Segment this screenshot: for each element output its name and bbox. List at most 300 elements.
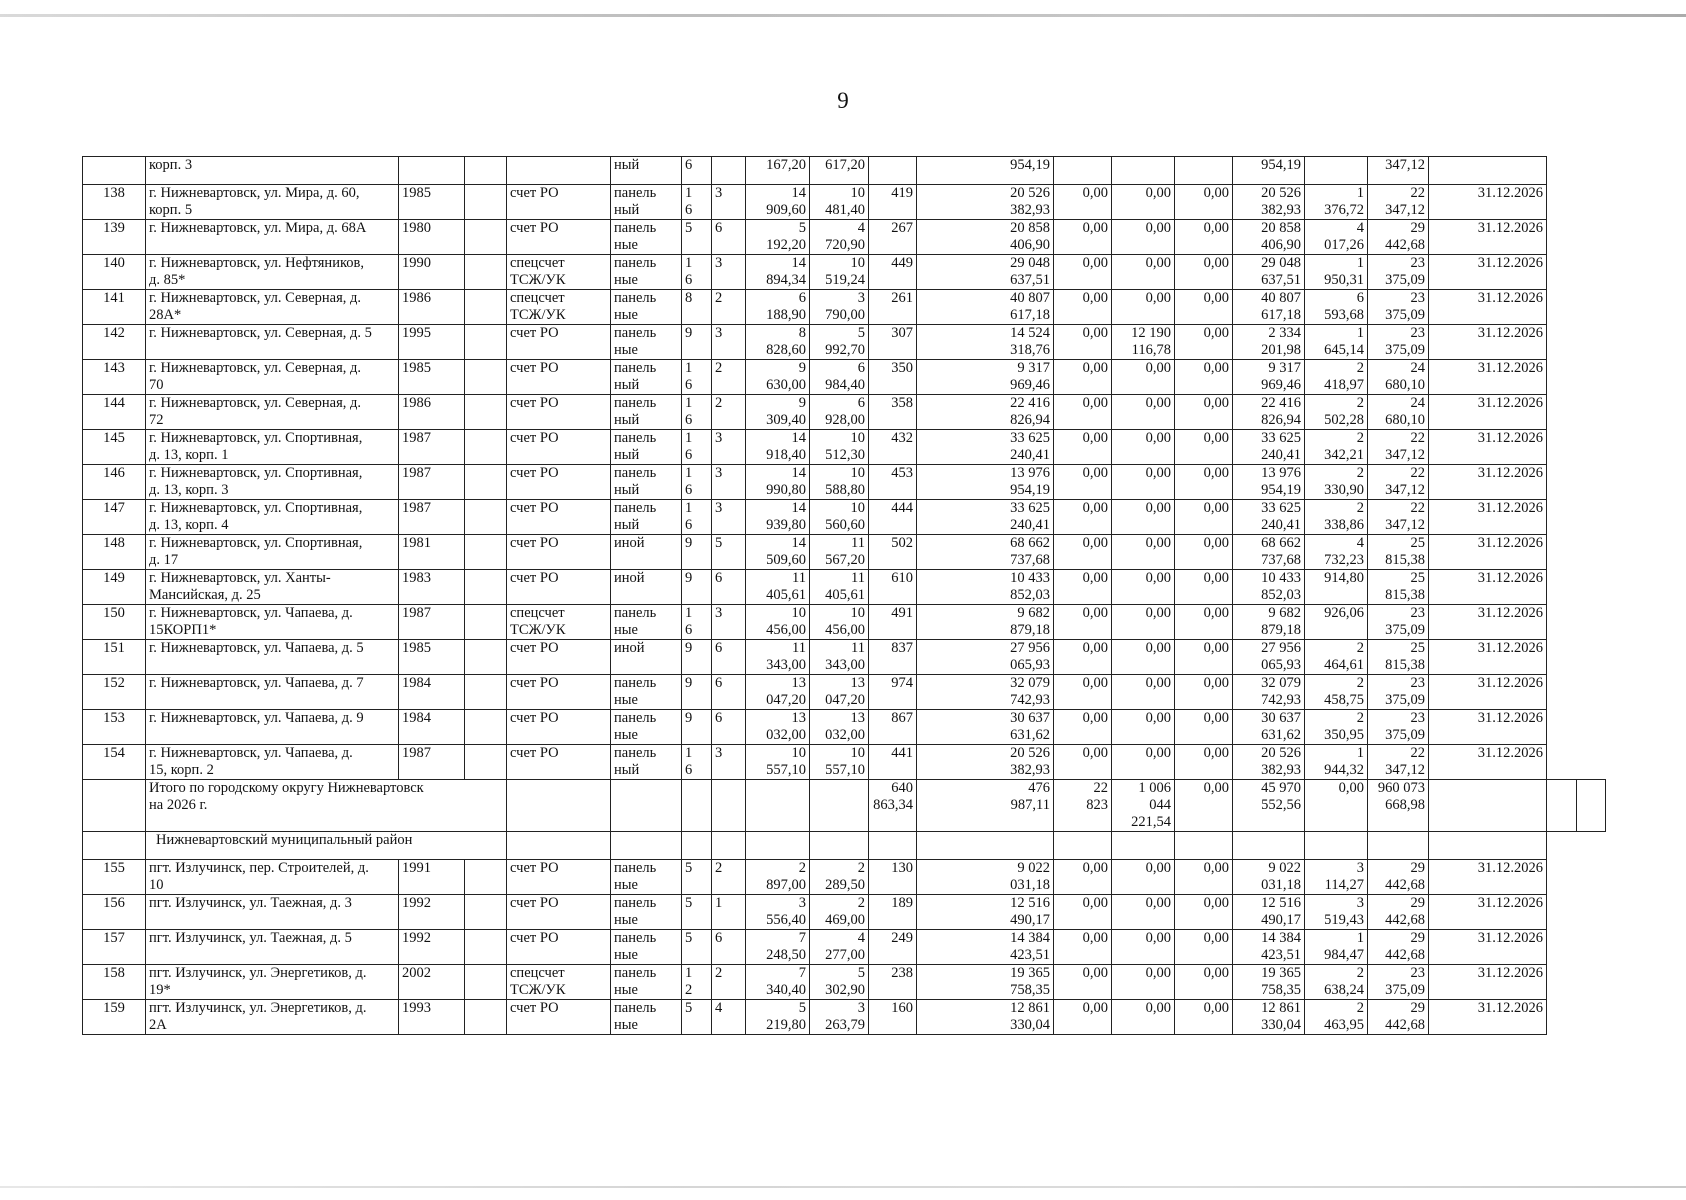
cell-wall-material: панель ные (611, 255, 682, 290)
cell-fund-owners: 32 079 742,93 (1233, 675, 1305, 710)
cell-fund-owners: 10 433 852,03 (1233, 570, 1305, 605)
cell-residents: 267 (869, 220, 917, 255)
cell-completion-date: 31.12.2026 (1429, 745, 1547, 780)
cell-floors: 9 (682, 535, 712, 570)
cell-entrances: 2 (712, 395, 746, 430)
cell-completion-date: 31.12.2026 (1429, 220, 1547, 255)
cell-living-area: 13 032,00 (810, 710, 869, 745)
cell-fund-municipal (1175, 157, 1233, 185)
cell-cost-limit: 22 347,12 (1368, 465, 1429, 500)
cell-address: г. Нижневартовск, ул. Чапаева, д. 7 (146, 675, 399, 710)
cell-cost-limit: 22 347,12 (1368, 745, 1429, 780)
cell-residents: 130 (869, 860, 917, 895)
cell-total-area: 3 556,40 (746, 895, 810, 930)
cell-floors: 9 (682, 325, 712, 360)
cell-fund-regional: 0,00 (1112, 570, 1175, 605)
cell-fund-regional: 0,00 (1112, 430, 1175, 465)
cell-fund-federal: 0,00 (1054, 220, 1112, 255)
cell-residents: 610 (869, 570, 917, 605)
cell-floors: 1 6 (682, 430, 712, 465)
cell-blank-col (465, 255, 507, 290)
cell-fund-owners: 45 970 552,56 (1233, 780, 1305, 832)
cell-row-number: 154 (83, 745, 146, 780)
cell-residents: 189 (869, 895, 917, 930)
cell-entrances: 3 (712, 185, 746, 220)
cell-floors (682, 832, 712, 860)
cell-fund-regional: 1 006 044 221,54 (1112, 780, 1175, 832)
cell-total-area: 5 219,80 (746, 1000, 810, 1035)
cell-cost-limit (1368, 832, 1429, 860)
cell-fund-federal: 0,00 (1054, 1000, 1112, 1035)
cell-blank-col (465, 220, 507, 255)
cell-address: г. Нижневартовск, ул. Чапаева, д. 5 (146, 640, 399, 675)
cell-undefined (1547, 780, 1577, 832)
cell-year-built: 1983 (399, 570, 465, 605)
table-row (83, 930, 1606, 965)
cell-year-built (399, 157, 465, 185)
cell-cost-per-sqm: 3 114,27 (1305, 860, 1368, 895)
section-title: Нижневартовский муниципальный район (146, 832, 507, 860)
cell-cost-limit: 29 442,68 (1368, 220, 1429, 255)
cell-fund-regional: 0,00 (1112, 185, 1175, 220)
cell-blank-col (465, 745, 507, 780)
cell-total-area: 6 188,90 (746, 290, 810, 325)
cell-residents: 974 (869, 675, 917, 710)
cell-fund-federal (1054, 157, 1112, 185)
cell-address: г. Нижневартовск, ул. Северная, д. 70 (146, 360, 399, 395)
cell-blank-col (465, 640, 507, 675)
cell-wall-material: ный (611, 157, 682, 185)
cell-entrances: 5 (712, 535, 746, 570)
cell-living-area: 3 790,00 (810, 290, 869, 325)
cell-row-number: 152 (83, 675, 146, 710)
cell-year-built: 1985 (399, 185, 465, 220)
table-row (83, 1000, 1606, 1035)
cell-year-built: 1981 (399, 535, 465, 570)
cell-account-type: счет РО (507, 325, 611, 360)
cell-fund-regional: 12 190 116,78 (1112, 325, 1175, 360)
cell-total-area: 14 909,60 (746, 185, 810, 220)
cell-fund-federal: 0,00 (1054, 255, 1112, 290)
cell-fund-municipal: 0,00 (1175, 325, 1233, 360)
cell-address: г. Нижневартовск, ул. Северная, д. 5 (146, 325, 399, 360)
cell-completion-date: 31.12.2026 (1429, 1000, 1547, 1035)
cell-fund-municipal: 0,00 (1175, 860, 1233, 895)
cell-blank-col (465, 570, 507, 605)
cell-account-type: счет РО (507, 430, 611, 465)
cell-wall-material: панель ные (611, 1000, 682, 1035)
table-row (83, 535, 1606, 570)
cell-wall-material: панель ные (611, 895, 682, 930)
cell-address: г. Нижневартовск, ул. Нефтяников, д. 85* (146, 255, 399, 290)
cell-fund-owners: 27 956 065,93 (1233, 640, 1305, 675)
cell-account-type: счет РО (507, 1000, 611, 1035)
cell-account-type: счет РО (507, 500, 611, 535)
cell-row-number: 158 (83, 965, 146, 1000)
cell-row-number: 147 (83, 500, 146, 535)
cell-wall-material: панель ные (611, 930, 682, 965)
cell-address: г. Нижневартовск, ул. Спортивная, д. 13, корп. 4 (146, 500, 399, 535)
cell-living-area: 11 405,61 (810, 570, 869, 605)
cell-year-built: 1984 (399, 675, 465, 710)
cell-fund-municipal: 0,00 (1175, 745, 1233, 780)
cell-fund-owners: 29 048 637,51 (1233, 255, 1305, 290)
cell-residents: 837 (869, 640, 917, 675)
cell-undefined (1576, 780, 1606, 832)
cell-living-area: 11 343,00 (810, 640, 869, 675)
table-row (83, 430, 1606, 465)
table-row (83, 640, 1606, 675)
cell-total-cost: 9 317 969,46 (917, 360, 1054, 395)
cell-completion-date: 31.12.2026 (1429, 570, 1547, 605)
cell-row-number: 150 (83, 605, 146, 640)
cell-year-built: 2002 (399, 965, 465, 1000)
cell-cost-per-sqm: 6 593,68 (1305, 290, 1368, 325)
cell-cost-per-sqm: 926,06 (1305, 605, 1368, 640)
cell-year-built: 1985 (399, 640, 465, 675)
cell-floors: 1 6 (682, 255, 712, 290)
cell-row-number: 153 (83, 710, 146, 745)
cell-address: пгт. Излучинск, ул. Энергетиков, д. 2А (146, 1000, 399, 1035)
cell-fund-municipal: 0,00 (1175, 185, 1233, 220)
cell-row-number: 145 (83, 430, 146, 465)
cell-fund-municipal (1175, 832, 1233, 860)
cell-entrances: 3 (712, 465, 746, 500)
cell-cost-per-sqm: 2 330,90 (1305, 465, 1368, 500)
cell-residents: 419 (869, 185, 917, 220)
cell-fund-federal: 0,00 (1054, 465, 1112, 500)
cell-cost-limit: 23 375,09 (1368, 965, 1429, 1000)
cell-entrances: 3 (712, 255, 746, 290)
cell-living-area: 10 588,80 (810, 465, 869, 500)
cell-living-area: 6 984,40 (810, 360, 869, 395)
cell-residents (869, 832, 917, 860)
section-header-row (83, 832, 1606, 860)
scan-artifact-top (0, 14, 1686, 17)
cell-fund-regional: 0,00 (1112, 640, 1175, 675)
cell-account-type: счет РО (507, 640, 611, 675)
cell-fund-owners: 20 526 382,93 (1233, 185, 1305, 220)
cell-fund-municipal: 0,00 (1175, 430, 1233, 465)
cell-fund-municipal: 0,00 (1175, 780, 1233, 832)
cell-living-area: 2 469,00 (810, 895, 869, 930)
cell-account-type: счет РО (507, 395, 611, 430)
table-row (83, 290, 1606, 325)
cell-fund-municipal: 0,00 (1175, 535, 1233, 570)
cell-year-built: 1991 (399, 860, 465, 895)
cell-entrances: 3 (712, 325, 746, 360)
cell-completion-date: 31.12.2026 (1429, 965, 1547, 1000)
cell-fund-federal: 0,00 (1054, 360, 1112, 395)
cell-residents: 640 863,34 (869, 780, 917, 832)
cell-fund-owners: 13 976 954,19 (1233, 465, 1305, 500)
cell-total-area: 8 828,60 (746, 325, 810, 360)
cell-total-cost: 14 524 318,76 (917, 325, 1054, 360)
cell-fund-owners: 2 334 201,98 (1233, 325, 1305, 360)
cell-fund-municipal: 0,00 (1175, 710, 1233, 745)
cell-residents: 261 (869, 290, 917, 325)
cell-fund-regional: 0,00 (1112, 220, 1175, 255)
table-row (83, 465, 1606, 500)
cell-wall-material: панель ный (611, 430, 682, 465)
cell-blank-col (465, 930, 507, 965)
cell-wall-material: панель ные (611, 605, 682, 640)
cell-wall-material: панель ные (611, 290, 682, 325)
cell-total-cost: 20 526 382,93 (917, 745, 1054, 780)
cell-account-type: счет РО (507, 465, 611, 500)
table-row (83, 710, 1606, 745)
cell-fund-federal: 0,00 (1054, 395, 1112, 430)
cell-total-cost: 476 987,11 (917, 780, 1054, 832)
cell-fund-federal: 0,00 (1054, 710, 1112, 745)
table-row (83, 255, 1606, 290)
cell-year-built: 1987 (399, 465, 465, 500)
cell-fund-federal: 0,00 (1054, 860, 1112, 895)
cell-year-built: 1984 (399, 710, 465, 745)
cell-total-cost: 9 682 879,18 (917, 605, 1054, 640)
cell-account-type: спецсчет ТСЖ/УК (507, 605, 611, 640)
cell-total-cost: 12 516 490,17 (917, 895, 1054, 930)
cell-cost-per-sqm: 914,80 (1305, 570, 1368, 605)
cell-year-built: 1986 (399, 395, 465, 430)
cell-living-area (810, 780, 869, 832)
cell-year-built: 1987 (399, 500, 465, 535)
cell-residents: 350 (869, 360, 917, 395)
cell-row-number: 155 (83, 860, 146, 895)
cell-account-type (507, 157, 611, 185)
cell-total-area: 14 939,80 (746, 500, 810, 535)
table-row (83, 675, 1606, 710)
cell-residents: 444 (869, 500, 917, 535)
cell-residents: 441 (869, 745, 917, 780)
cell-fund-municipal: 0,00 (1175, 1000, 1233, 1035)
cell-total-area: 14 894,34 (746, 255, 810, 290)
cell-fund-federal: 0,00 (1054, 930, 1112, 965)
cell-fund-regional: 0,00 (1112, 360, 1175, 395)
cell-residents: 249 (869, 930, 917, 965)
cell-wall-material: панель ный (611, 465, 682, 500)
cell-living-area (810, 832, 869, 860)
cell-blank-col (465, 675, 507, 710)
cell-total-area: 167,20 (746, 157, 810, 185)
cell-fund-owners: 20 858 406,90 (1233, 220, 1305, 255)
cell-address: г. Нижневартовск, ул. Ханты- Мансийская, д. 25 (146, 570, 399, 605)
cell-address: пгт. Излучинск, ул. Таежная, д. 3 (146, 895, 399, 930)
cell-residents: 432 (869, 430, 917, 465)
cell-entrances: 2 (712, 860, 746, 895)
cell-row-number: 144 (83, 395, 146, 430)
cell-year-built: 1987 (399, 745, 465, 780)
cell-completion-date (1429, 157, 1547, 185)
cell-account-type: счет РО (507, 535, 611, 570)
cell-entrances: 4 (712, 1000, 746, 1035)
cell-address: г. Нижневартовск, ул. Северная, д. 72 (146, 395, 399, 430)
cell-cost-limit: 24 680,10 (1368, 395, 1429, 430)
cell-fund-federal: 0,00 (1054, 570, 1112, 605)
cell-fund-federal: 0,00 (1054, 500, 1112, 535)
cell-floors: 1 6 (682, 360, 712, 395)
cell-completion-date: 31.12.2026 (1429, 895, 1547, 930)
cell-year-built: 1995 (399, 325, 465, 360)
cell-wall-material: панель ный (611, 185, 682, 220)
cell-cost-limit: 23 375,09 (1368, 325, 1429, 360)
cell-living-area: 10 512,30 (810, 430, 869, 465)
cell-fund-federal: 0,00 (1054, 185, 1112, 220)
cell-cost-limit: 29 442,68 (1368, 860, 1429, 895)
cell-account-type: счет РО (507, 710, 611, 745)
cell-fund-federal: 0,00 (1054, 605, 1112, 640)
cell-living-area: 2 289,50 (810, 860, 869, 895)
cell-account-type (507, 832, 611, 860)
cell-completion-date: 31.12.2026 (1429, 860, 1547, 895)
cell-fund-regional (1112, 157, 1175, 185)
cell-total-cost: 14 384 423,51 (917, 930, 1054, 965)
cell-living-area: 10 519,24 (810, 255, 869, 290)
cell-fund-regional: 0,00 (1112, 675, 1175, 710)
cell-wall-material: панель ные (611, 220, 682, 255)
cell-completion-date (1429, 832, 1547, 860)
cell-total-cost: 9 022 031,18 (917, 860, 1054, 895)
cell-year-built: 1987 (399, 605, 465, 640)
cell-row-number: 156 (83, 895, 146, 930)
cell-cost-per-sqm: 1 944,32 (1305, 745, 1368, 780)
cell-blank-col (465, 290, 507, 325)
cell-fund-regional: 0,00 (1112, 1000, 1175, 1035)
cell-total-cost: 954,19 (917, 157, 1054, 185)
cell-fund-municipal: 0,00 (1175, 465, 1233, 500)
cell-cost-per-sqm: 4 017,26 (1305, 220, 1368, 255)
cell-year-built: 1980 (399, 220, 465, 255)
cell-row-number: 151 (83, 640, 146, 675)
table-row (83, 360, 1606, 395)
cell-total-cost: 20 526 382,93 (917, 185, 1054, 220)
cell-blank-col (465, 395, 507, 430)
cell-total-cost: 68 662 737,68 (917, 535, 1054, 570)
cell-entrances: 6 (712, 570, 746, 605)
cell-year-built: 1987 (399, 430, 465, 465)
cell-wall-material (611, 780, 682, 832)
cell-residents (869, 157, 917, 185)
cell-living-area: 5 992,70 (810, 325, 869, 360)
cell-fund-owners: 12 516 490,17 (1233, 895, 1305, 930)
cell-fund-owners: 9 682 879,18 (1233, 605, 1305, 640)
cell-fund-regional: 0,00 (1112, 965, 1175, 1000)
cell-fund-regional: 0,00 (1112, 395, 1175, 430)
cell-cost-per-sqm: 2 418,97 (1305, 360, 1368, 395)
cell-fund-owners: 30 637 631,62 (1233, 710, 1305, 745)
cell-completion-date: 31.12.2026 (1429, 930, 1547, 965)
cell-fund-municipal: 0,00 (1175, 290, 1233, 325)
cell-total-area: 10 456,00 (746, 605, 810, 640)
table-row (83, 965, 1606, 1000)
cell-blank-col (465, 185, 507, 220)
cell-cost-limit: 29 442,68 (1368, 1000, 1429, 1035)
cell-cost-per-sqm: 0,00 (1305, 780, 1368, 832)
cell-fund-federal: 0,00 (1054, 675, 1112, 710)
cell-total-area: 10 557,10 (746, 745, 810, 780)
table-row (83, 895, 1606, 930)
cell-living-area: 10 456,00 (810, 605, 869, 640)
cell-entrances: 2 (712, 965, 746, 1000)
cell-cost-per-sqm: 2 638,24 (1305, 965, 1368, 1000)
cell-fund-regional (1112, 832, 1175, 860)
cell-cost-per-sqm: 4 732,23 (1305, 535, 1368, 570)
cell-fund-federal: 0,00 (1054, 290, 1112, 325)
cell-account-type: счет РО (507, 570, 611, 605)
cell-row-number: 140 (83, 255, 146, 290)
cell-wall-material: панель ный (611, 745, 682, 780)
cell-cost-limit: 22 347,12 (1368, 430, 1429, 465)
cell-blank-col (465, 535, 507, 570)
cell-completion-date: 31.12.2026 (1429, 325, 1547, 360)
table-row (83, 745, 1606, 780)
cell-fund-regional: 0,00 (1112, 290, 1175, 325)
cell-floors: 1 6 (682, 605, 712, 640)
cell-residents: 453 (869, 465, 917, 500)
cell-row-number: 143 (83, 360, 146, 395)
cell-blank-col (465, 430, 507, 465)
cell-fund-owners: 40 807 617,18 (1233, 290, 1305, 325)
cell-cost-limit: 23 375,09 (1368, 605, 1429, 640)
cell-fund-municipal: 0,00 (1175, 675, 1233, 710)
cell-total-area: 5 192,20 (746, 220, 810, 255)
cell-year-built: 1990 (399, 255, 465, 290)
cell-cost-limit: 25 815,38 (1368, 570, 1429, 605)
cell-wall-material: панель ные (611, 965, 682, 1000)
cell-completion-date: 31.12.2026 (1429, 255, 1547, 290)
cell-year-built: 1992 (399, 930, 465, 965)
cell-cost-per-sqm: 3 519,43 (1305, 895, 1368, 930)
cell-fund-regional: 0,00 (1112, 895, 1175, 930)
cell-fund-federal: 0,00 (1054, 965, 1112, 1000)
cell-living-area: 10 481,40 (810, 185, 869, 220)
cell-total-area: 14 509,60 (746, 535, 810, 570)
table-row (83, 157, 1606, 185)
cell-fund-federal: 0,00 (1054, 745, 1112, 780)
cell-row-number: 157 (83, 930, 146, 965)
cell-fund-federal: 0,00 (1054, 325, 1112, 360)
cell-blank-col (465, 465, 507, 500)
cell-residents: 491 (869, 605, 917, 640)
cell-wall-material: иной (611, 640, 682, 675)
cell-floors: 9 (682, 570, 712, 605)
table-row (83, 220, 1606, 255)
cell-floors: 9 (682, 675, 712, 710)
cell-living-area: 5 302,90 (810, 965, 869, 1000)
cell-row-number: 139 (83, 220, 146, 255)
cell-entrances (712, 780, 746, 832)
cell-year-built: 1992 (399, 895, 465, 930)
cell-account-type: спецсчет ТСЖ/УК (507, 255, 611, 290)
cell-address: г. Нижневартовск, ул. Спортивная, д. 13, корп. 3 (146, 465, 399, 500)
cell-total-cost: 13 976 954,19 (917, 465, 1054, 500)
table-row (83, 570, 1606, 605)
cell-residents: 307 (869, 325, 917, 360)
cell-completion-date (1429, 780, 1547, 832)
cell-floors: 1 2 (682, 965, 712, 1000)
cell-fund-federal: 22 823 (1054, 780, 1112, 832)
cell-cost-limit: 22 347,12 (1368, 185, 1429, 220)
cell-address: г. Нижневартовск, ул. Чапаева, д. 15, корп. 2 (146, 745, 399, 780)
cell-fund-regional: 0,00 (1112, 745, 1175, 780)
cell-total-cost: 12 861 330,04 (917, 1000, 1054, 1035)
cell-floors: 9 (682, 710, 712, 745)
cell-account-type (507, 780, 611, 832)
cell-fund-owners: 68 662 737,68 (1233, 535, 1305, 570)
cell-floors: 5 (682, 220, 712, 255)
cell-total-area: 14 990,80 (746, 465, 810, 500)
cell-total-cost: 33 625 240,41 (917, 500, 1054, 535)
